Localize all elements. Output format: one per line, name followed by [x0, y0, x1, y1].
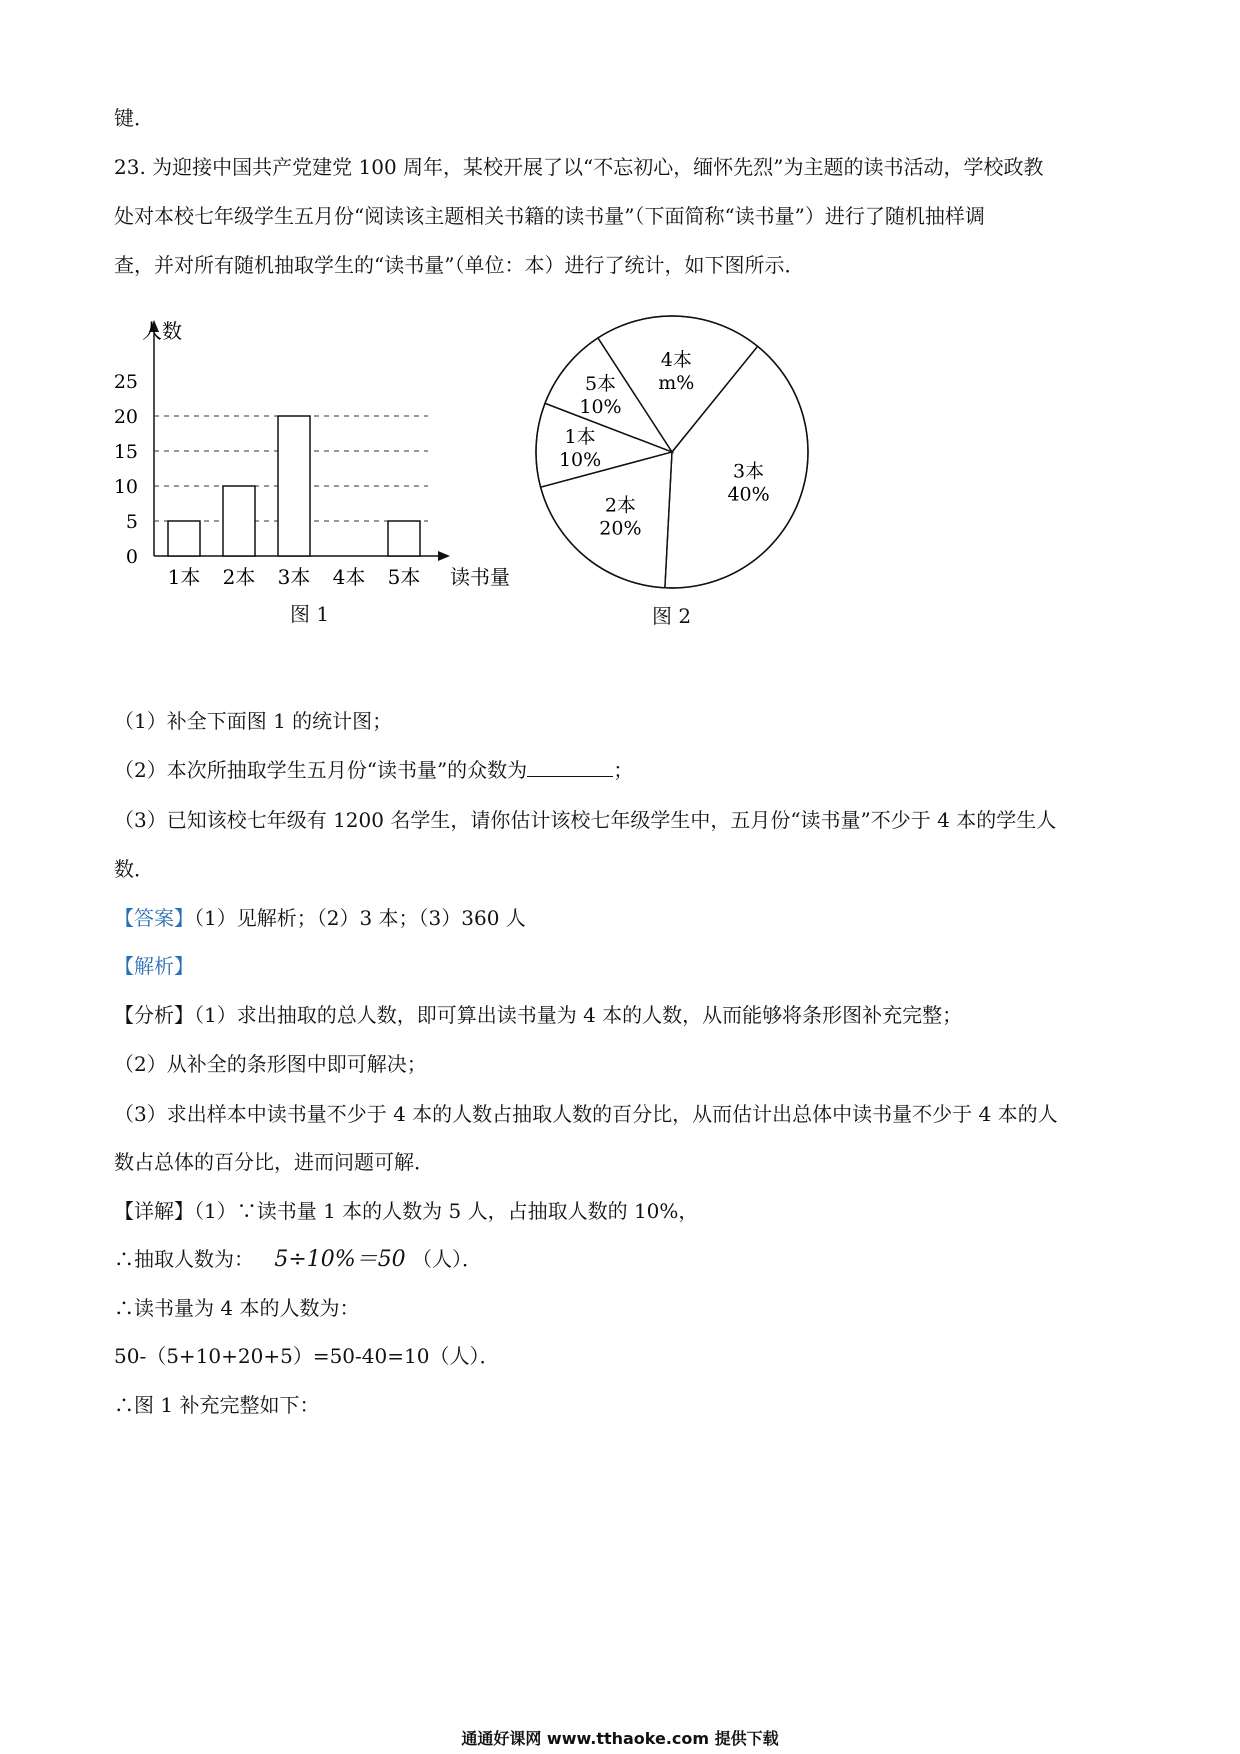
x-category-label: 1本 — [167, 565, 201, 589]
bar — [223, 486, 255, 556]
pie-slice-label: 2本 — [604, 494, 636, 517]
fenxi-line-2: （2）从补全的条形图中即可解决； — [114, 1052, 427, 1076]
x-axis-arrow — [438, 551, 450, 561]
xiangjie-line-4: 50-（5+10+20+5）=50-40=10（人）． — [114, 1344, 500, 1368]
pie-slice-value: 20% — [599, 517, 642, 540]
pie-slice-value: 40% — [727, 483, 770, 506]
question-part-2-end: ； — [613, 758, 634, 782]
bar-chart-figure-1 — [110, 312, 530, 622]
x-axis-label: 读书量 — [450, 565, 510, 589]
x-category-label: 5本 — [387, 565, 421, 589]
fenxi-line-1 — [114, 1001, 962, 1029]
y-tick-label: 20 — [113, 406, 138, 428]
fenxi-text-1: （1）求出抽取的总人数，即可算出读书量为 4 本的人数，从而能够将条形图补充完整； — [194, 1003, 963, 1027]
answer-blank — [527, 756, 613, 777]
bar — [168, 521, 200, 556]
analysis-tag: 【解析】 — [114, 954, 194, 978]
y-tick-label: 0 — [125, 546, 138, 568]
x-category-label: 4本 — [332, 565, 366, 589]
xiangjie-line-5: ∴图 1 补充完整如下： — [114, 1393, 320, 1417]
figure-2-caption: 图 2 — [652, 604, 692, 628]
pie-slice-value: 10% — [558, 449, 602, 472]
y-tick-label: 25 — [113, 371, 138, 393]
x-category-label: 3本 — [277, 565, 311, 589]
question-23-line-2: 处对本校七年级学生五月份“阅读该主题相关书籍的读书量”（下面简称“读书量”）进行了随机抽样调 — [114, 204, 985, 228]
xiangjie-text-2a: ∴抽取人数为： — [114, 1247, 254, 1271]
xiangjie-text-1: （1）∵读书量 1 本的人数为 5 人，占抽取人数的 10%， — [194, 1199, 699, 1223]
pie-slice-label: 3本 — [733, 460, 765, 483]
footer-text: 通通好课网 www.tthaoke.com 提供下载 — [461, 1729, 779, 1748]
fenxi-line-3: （3）求出样本中读书量不少于 4 本的人数占抽取人数的百分比，从而估计出总体中读书量不少于 4 本的人 — [114, 1102, 1058, 1126]
question-part-2 — [114, 756, 633, 784]
question-23-line-3: 查，并对所有随机抽取学生的“读书量”（单位：本）进行了统计，如下图所示． — [114, 253, 805, 277]
question-part-3-line-1: （3）已知该校七年级有 1200 名学生，请你估计该校七年级学生中，五月份“读书量”不少于 4 本的学生人 — [114, 808, 1057, 832]
pie-slice-label: 1本 — [564, 426, 596, 449]
xiangjie-line-3: ∴读书量为 4 本的人数为： — [114, 1296, 360, 1320]
xiangjie-tag: 【详解】 — [114, 1199, 194, 1223]
pie-chart-figure-2 — [530, 308, 810, 598]
y-tick-label: 5 — [125, 511, 138, 533]
question-part-2-text: （2）本次所抽取学生五月份“读书量”的众数为 — [114, 758, 528, 782]
xiangjie-text-2c: （人）． — [412, 1247, 483, 1271]
figure-1-caption: 图 1 — [290, 602, 330, 626]
answer-line — [114, 904, 526, 932]
pie-slice-label: 4本 — [660, 349, 692, 372]
pie-slice-label: 5本 — [584, 373, 617, 396]
fenxi-tag: 【分析】 — [114, 1003, 194, 1027]
fenxi-line-4: 数占总体的百分比，进而问题可解． — [114, 1150, 434, 1174]
text-line: 键． — [114, 106, 154, 130]
question-part-1: （1）补全下面图 1 的统计图； — [114, 709, 393, 733]
answer-text: （1）见解析；（2）3 本；（3）360 人 — [194, 906, 526, 930]
x-category-label: 2本 — [222, 565, 256, 589]
xiangjie-line-2 — [114, 1245, 482, 1274]
y-tick-label: 10 — [113, 476, 138, 498]
y-tick-label: 15 — [113, 441, 138, 463]
pie-slice-value: m% — [658, 372, 695, 395]
answer-tag: 【答案】 — [114, 906, 194, 930]
question-23-line-1: 23. 为迎接中国共产党建党 100 周年，某校开展了以“不忘初心，缅怀先烈”为主题的读书活动，学校政教 — [114, 155, 1044, 179]
y-axis-label: 人数 — [142, 319, 182, 343]
formula: 5÷10%＝50 — [274, 1247, 406, 1272]
question-part-3-line-2: 数． — [114, 857, 154, 881]
xiangjie-line-1 — [114, 1197, 698, 1225]
bar — [388, 521, 420, 556]
bar — [278, 416, 310, 556]
pie-slice-value: 10% — [579, 396, 622, 419]
